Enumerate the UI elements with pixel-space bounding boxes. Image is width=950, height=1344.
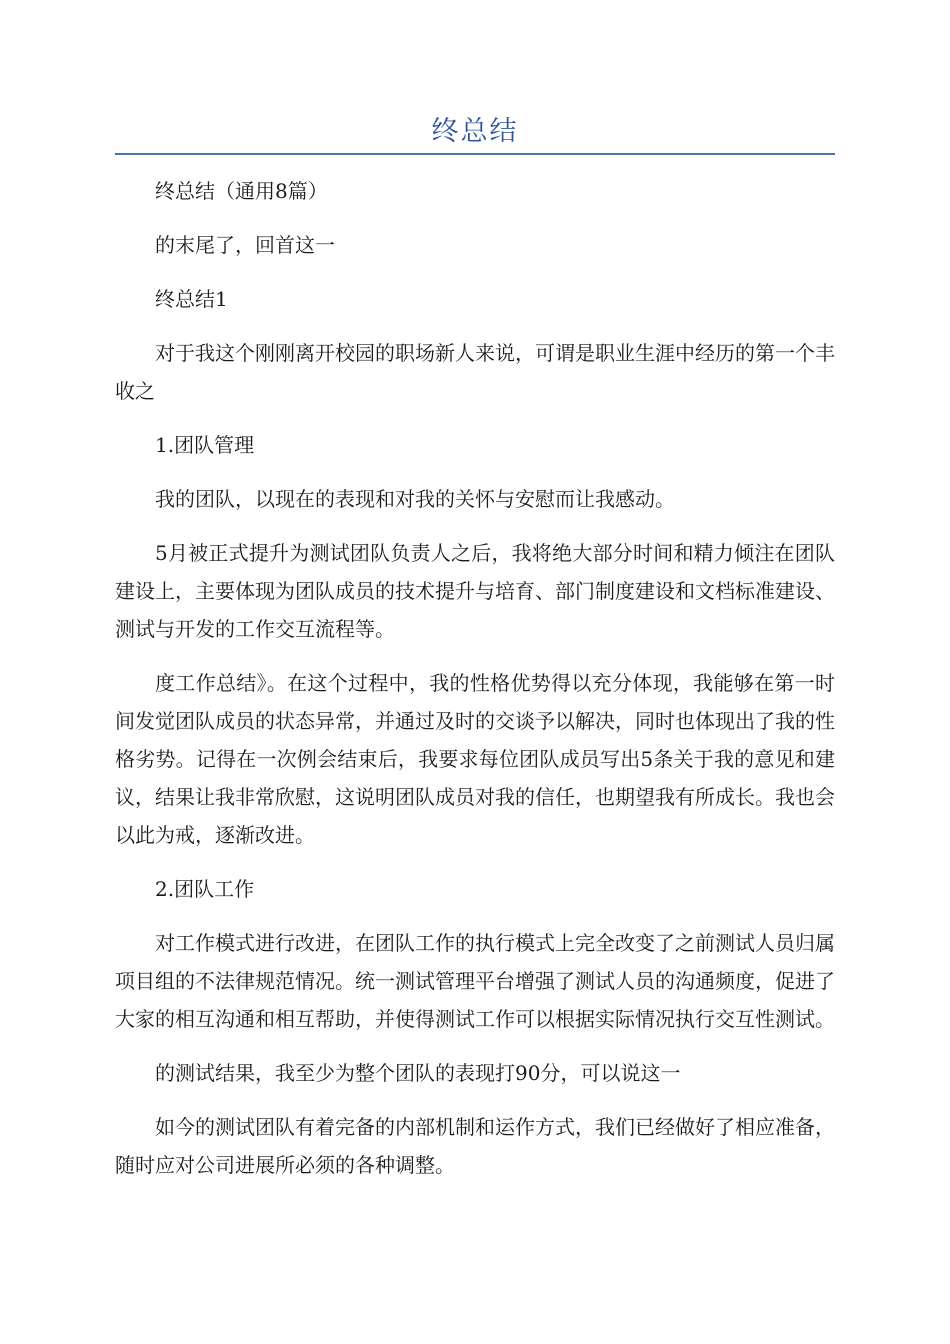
title-underline-divider bbox=[115, 153, 835, 155]
paragraph: 的末尾了，回首这一 bbox=[155, 233, 335, 257]
paragraph: 5月被正式提升为测试团队负责人之后，我将绝大部分时间和精力倾注在团队建设上，主要体现为团队成员的技术提升与培育、部门制度建设和文档标准建设、测试与开发的工作交互流程等。 bbox=[115, 541, 835, 641]
section-heading: 2.团队工作 bbox=[155, 877, 255, 901]
paragraph: 终总结1 bbox=[155, 287, 228, 311]
paragraph: 的测试结果，我至少为整个团队的表现打90分，可以说这一 bbox=[155, 1061, 681, 1085]
paragraph: 终总结（通用8篇） bbox=[155, 179, 328, 203]
paragraph: 对于我这个刚刚离开校园的职场新人来说，可谓是职业生涯中经历的第一个丰收之 bbox=[115, 341, 835, 403]
document-title: 终总结 bbox=[431, 116, 519, 147]
document-body bbox=[115, 172, 835, 1200]
paragraph: 我的团队，以现在的表现和对我的关怀与安慰而让我感动。 bbox=[155, 487, 675, 511]
section-heading: 1.团队管理 bbox=[155, 433, 255, 457]
paragraph: 对工作模式进行改进，在团队工作的执行模式上完全改变了之前测试人员归属项目组的不法律规范情况。统一测试管理平台增强了测试人员的沟通频度，促进了大家的相互沟通和相互帮助，并使得测试工作可以根据实际情况执行交互性测试。 bbox=[115, 931, 835, 1031]
paragraph: 如今的测试团队有着完备的内部机制和运作方式，我们已经做好了相应准备，随时应对公司进展所必须的各种调整。 bbox=[115, 1115, 835, 1177]
paragraph: 度工作总结》。在这个过程中，我的性格优势得以充分体现，我能够在第一时间发觉团队成员的状态异常，并通过及时的交谈予以解决，同时也体现出了我的性格劣势。记得在一次例会结束后，我要求每位团队成员写出5条关于我的意见和建议，结果让我非常欣慰，这说明团队成员对我的信任，也期望我有所成长。我也会以此为戒，逐渐改进。 bbox=[115, 671, 835, 847]
